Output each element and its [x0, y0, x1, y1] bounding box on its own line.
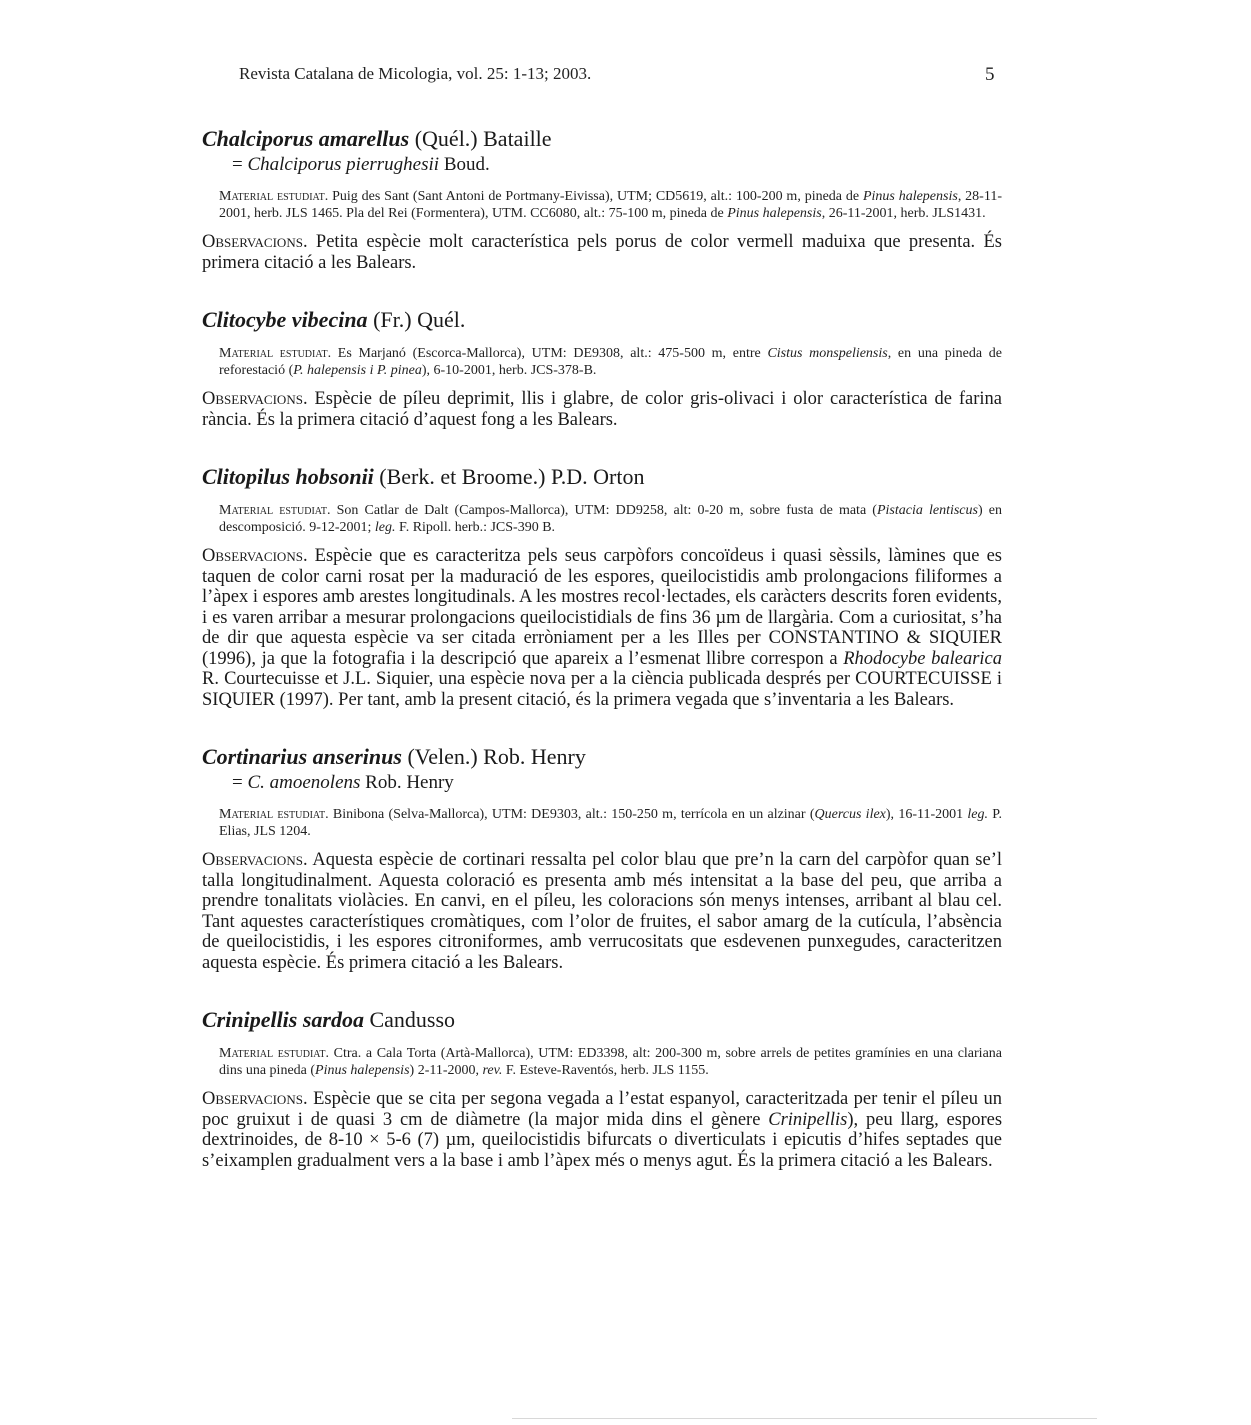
- observations: [202, 389, 1002, 430]
- text-run: Espècie de píleu deprimit, llis i glabre, de color gris-olivaci i olor característica de farina rància. És la primera citació d’aquest fong a les Balears.: [202, 389, 1002, 430]
- italic-text: Rhodocybe balearica: [843, 648, 1002, 669]
- material-studied-label: Material estudiat.: [219, 189, 329, 204]
- material-studied: [219, 1045, 1002, 1079]
- text-run: Binibona (Selva-Mallorca), UTM: DE9303, alt.: 150-250 m, terrícola en un alzinar (: [328, 807, 815, 822]
- italic-text: Crinipellis: [768, 1109, 848, 1130]
- synonym-author: Boud.: [439, 154, 490, 175]
- material-studied: [219, 806, 1002, 840]
- synonym-name: C. amoenolens: [247, 772, 361, 793]
- species-name: Cortinarius anserinus: [202, 744, 402, 769]
- observations-label: Observacions.: [202, 850, 308, 870]
- material-studied: [219, 502, 1002, 536]
- species-entry: [202, 744, 1002, 973]
- observations-label: Observacions.: [202, 389, 308, 409]
- species-author: (Velen.) Rob. Henry: [401, 744, 586, 769]
- species-name: Clitopilus hobsonii: [202, 464, 374, 489]
- observations-label: Observacions.: [202, 546, 308, 566]
- material-studied: [219, 345, 1002, 379]
- species-synonym: [232, 772, 1002, 794]
- material-studied: [219, 188, 1002, 222]
- text-run: P. Elias, JLS 1204.: [219, 807, 1002, 839]
- text-run: ) 2-11-2000,: [409, 1063, 483, 1078]
- observations: [202, 546, 1002, 710]
- observations-label: Observacions.: [202, 232, 308, 252]
- synonym-name: Chalciporus pierrughesii: [247, 154, 440, 175]
- species-title: [202, 464, 1002, 490]
- italic-text: P. halepensis i P. pinea: [293, 363, 422, 378]
- material-studied-label: Material estudiat.: [219, 1046, 330, 1061]
- observations: [202, 850, 1002, 973]
- text-run: Es Marjanó (Escorca-Mallorca), UTM: DE9308, alt.: 475-500 m, entre: [331, 346, 768, 361]
- italic-text: Pistacia lentiscus: [876, 503, 978, 518]
- text-run: ), 6-10-2001, herb. JCS-378-B.: [421, 363, 597, 378]
- text-run: Petita espècie molt característica pels porus de color vermell maduixa que presenta. És primera citació a les Balears.: [202, 232, 1002, 273]
- observations: [202, 232, 1002, 273]
- species-title: [202, 1007, 1002, 1033]
- page-number: 5: [985, 64, 995, 85]
- species-author: (Quél.) Bataille: [409, 126, 552, 151]
- species-title: [202, 744, 1002, 770]
- species-entry: [202, 1007, 1002, 1171]
- text-run: ), peu llarg, espores dextrinoides, de 8-10 × 5-6 (7) µm, queilocistidis bifurcats o diverticulats i epicutis d’hifes septades que s’eixamplen gradualment vers a la base i amb l’àpex més o menys agut. És la primera citació a les Balears.: [202, 1109, 1003, 1171]
- synonym-prefix: =: [232, 154, 248, 175]
- species-name: Clitocybe vibecina: [202, 307, 368, 332]
- text-run: Puig des Sant (Sant Antoni de Portmany-Eivissa), UTM; CD5619, alt.: 100-200 m, pineda de: [328, 189, 863, 204]
- text-run: , 28-11-2001, herb. JLS 1465. Pla del Rei (Formentera), UTM. CC6080, alt.: 75-100 m, pineda de: [219, 189, 1002, 221]
- text-run: Ctra. a Cala Torta (Artà-Mallorca), UTM: ED3398, alt: 200-300 m, sobre arrels de petites gramínies en una clariana dins una pineda (: [219, 1046, 1002, 1078]
- species-title: [202, 307, 1002, 333]
- material-studied-label: Material estudiat.: [219, 346, 332, 361]
- species-entry: [202, 464, 1002, 710]
- material-studied-label: Material estudiat.: [219, 807, 329, 822]
- text-run: F. Esteve-Raventós, herb. JLS 1155.: [502, 1063, 709, 1078]
- species-synonym: [232, 154, 1002, 176]
- italic-text: leg.: [967, 807, 988, 822]
- species-entry: [202, 126, 1002, 273]
- text-run: ) en descomposició. 9-12-2001;: [219, 503, 1002, 535]
- observations-label: Observacions.: [202, 1089, 308, 1109]
- synonym-prefix: =: [232, 772, 248, 793]
- italic-text: Cistus monspeliensis: [767, 346, 888, 361]
- text-run: Espècie que se cita per segona vegada a l’estat espanyol, caracteritzada per tenir el píleu un poc gruixut i de quasi 3 cm de diàmetre (la major mida dins el gènere: [202, 1089, 1002, 1130]
- text-run: F. Ripoll. herb.: JCS-390 B.: [395, 520, 556, 535]
- text-run: Son Catlar de Dalt (Campos-Mallorca), UTM: DD9258, alt: 0-20 m, sobre fusta de mata (: [330, 503, 877, 518]
- text-run: , 26-11-2001, herb. JLS1431.: [821, 206, 986, 221]
- italic-text: leg.: [374, 520, 396, 535]
- italic-text: Quercus ilex: [814, 807, 886, 822]
- material-studied-label: Material estudiat.: [219, 503, 331, 518]
- italic-text: Pinus halepensis: [315, 1063, 410, 1078]
- species-entry: [202, 307, 1002, 430]
- species-author: Candusso: [363, 1007, 456, 1032]
- journal-header: Revista Catalana de Micologia, vol. 25: 1-13; 2003.: [239, 64, 592, 83]
- species-list: [202, 126, 1002, 1205]
- species-name: Crinipellis sardoa: [202, 1007, 364, 1032]
- italic-text: rev.: [482, 1063, 503, 1078]
- species-title: [202, 126, 1002, 152]
- italic-text: Pinus halepensis: [727, 206, 822, 221]
- species-author: (Fr.) Quél.: [367, 307, 466, 332]
- text-run: R. Courtecuisse et J.L. Siquier, una espècie nova per a la ciència publicada després per COURTECUISSE i SIQUIER (1997). Per tant, amb la present citació, és la primera vegada que s’inventaria a les Balears.: [202, 669, 1002, 710]
- text-run: ), 16-11-2001: [885, 807, 968, 822]
- synonym-author: Rob. Henry: [360, 772, 454, 793]
- footer-rule: [512, 1418, 1097, 1419]
- species-author: (Berk. et Broome.) P.D. Orton: [373, 464, 645, 489]
- text-run: Aquesta espècie de cortinari ressalta pel color blau que pre’n la carn del carpòfor quan se’l talla longitudinalment. Aquesta coloració es presenta amb més intensitat a la base del peu, que arriba a prendre tonalitats violàcies. En canvi, en el píleu, les coloracions són menys intenses, arribant al blau cel. Tant aquestes característiques cromàtiques, com l’olor de fruites, el sabor amarg de la cutícula, l’absència de queilocistidis, i les espores citroniformes, amb verrucositats que esdevenen punxegudes, caracteritzen aquesta espècie. És primera citació a les Balears.: [202, 850, 1002, 973]
- text-run: , en una pineda de reforestació (: [219, 346, 1003, 378]
- species-name: Chalciporus amarellus: [202, 126, 410, 151]
- observations: [202, 1089, 1002, 1171]
- italic-text: Pinus halepensis: [862, 189, 958, 204]
- text-run: Espècie que es caracteritza pels seus carpòfors concoïdeus i quasi sèssils, làmines que es taquen de color carni rosat per la maduració de les espores, queilocistidis amb prolongacions filiformes a l’àpex i espores amb arestes longitudinals. A les mostres recol·lectades, els caràcters descrits foren evidents, i es varen arribar a mesurar prolongacions queilocistidials de fins 36 µm de llargària. Com a curiositat, s’ha de dir que aquesta espècie va ser citada erròniament per a les Illes per CONSTANTINO & SIQUIER (1996), ja que la fotografia i la descripció que apareix a l’esmenat llibre correspon a: [202, 546, 1002, 669]
